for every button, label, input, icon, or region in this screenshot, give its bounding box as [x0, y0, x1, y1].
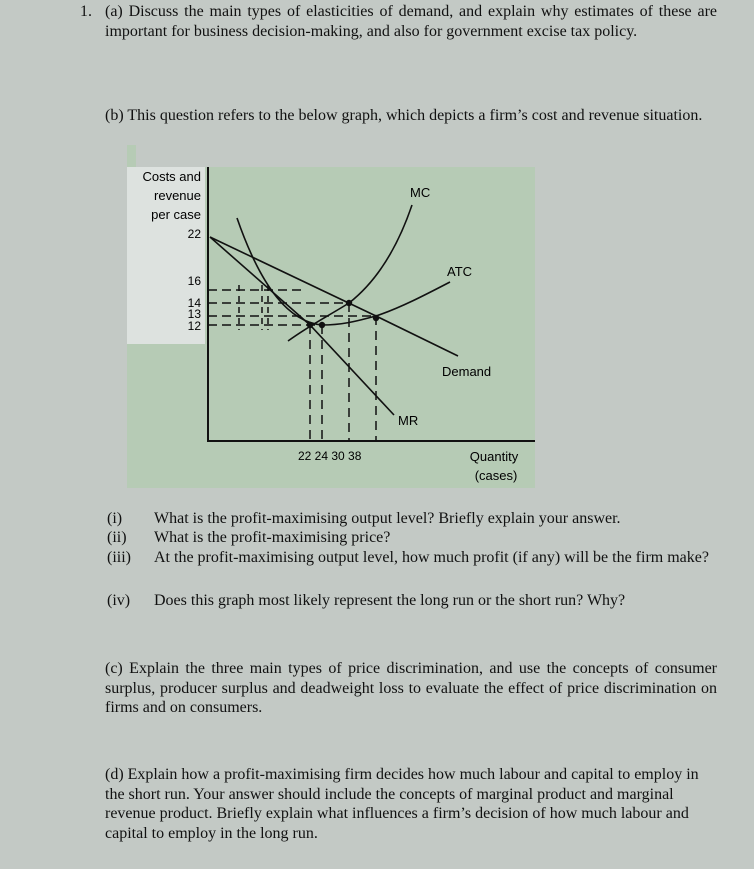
y-tick-16: 16: [187, 274, 201, 288]
x-axis-label-line2: (cases): [474, 468, 518, 483]
sub-question-label: (ii): [107, 529, 127, 546]
part-a-text: (a) Discuss the main types of elasticities of demand, and explain why estimates of these are important for business decision-making, and also for government excise tax policy.: [105, 3, 717, 40]
question-number: 1.: [80, 3, 92, 20]
atc-label: ATC: [447, 264, 473, 279]
sub-question-label: (iii): [107, 549, 131, 566]
point-24-12: [319, 322, 325, 328]
sub-question-text: Does this graph most likely represent the long run or the short run? Why?: [154, 592, 626, 609]
y-axis-label-line1: Costs and: [142, 169, 201, 184]
y-axis-label-line2: revenue: [154, 188, 201, 203]
mr-label: MR: [398, 413, 419, 428]
point-30-14: [346, 300, 352, 306]
y-tick-12: 12: [187, 319, 201, 333]
sub-question-label: (iv): [107, 592, 131, 609]
y-tick-22: 22: [187, 227, 201, 241]
graph-label-strip: [127, 145, 136, 167]
sub-question-label: (i): [107, 510, 123, 527]
mc-label: MC: [410, 185, 431, 200]
part-c-text: (c) Explain the three main types of price discrimination, and use the concepts of consumer surplus, producer surplus and deadweight loss to evaluate the effect of price discrimination on firms and on consumers.: [105, 660, 717, 716]
y-tick-13: 13: [187, 307, 201, 321]
x-axis-label-line1: Quantity: [469, 449, 519, 464]
sub-question-text: At the profit-maximising output level, how much profit (if any) will be the firm make?: [154, 549, 709, 566]
sub-question-text: What is the profit-maximising output level? Briefly explain your answer.: [154, 510, 621, 527]
y-axis-label-line3: per case: [151, 207, 201, 222]
sub-question-text: What is the profit-maximising price?: [154, 529, 391, 546]
x-tick-labels: 22 24 30 38: [298, 449, 362, 463]
part-d-text: (d) Explain how a profit-maximising firm decides how much labour and capital to employ in the short run. Your answer should include the concepts of marginal product and marginal revenue product. Briefly explain what influences a firm’s decision of how much labour and capital to employ in the long run.: [105, 766, 699, 842]
point-38-13: [373, 315, 379, 321]
y-tick-14: 14: [187, 296, 201, 310]
point-22-12: [307, 322, 313, 328]
part-b-text: (b) This question refers to the below graph, which depicts a firm’s cost and revenue situation.: [105, 107, 703, 124]
demand-label: Demand: [442, 364, 492, 379]
